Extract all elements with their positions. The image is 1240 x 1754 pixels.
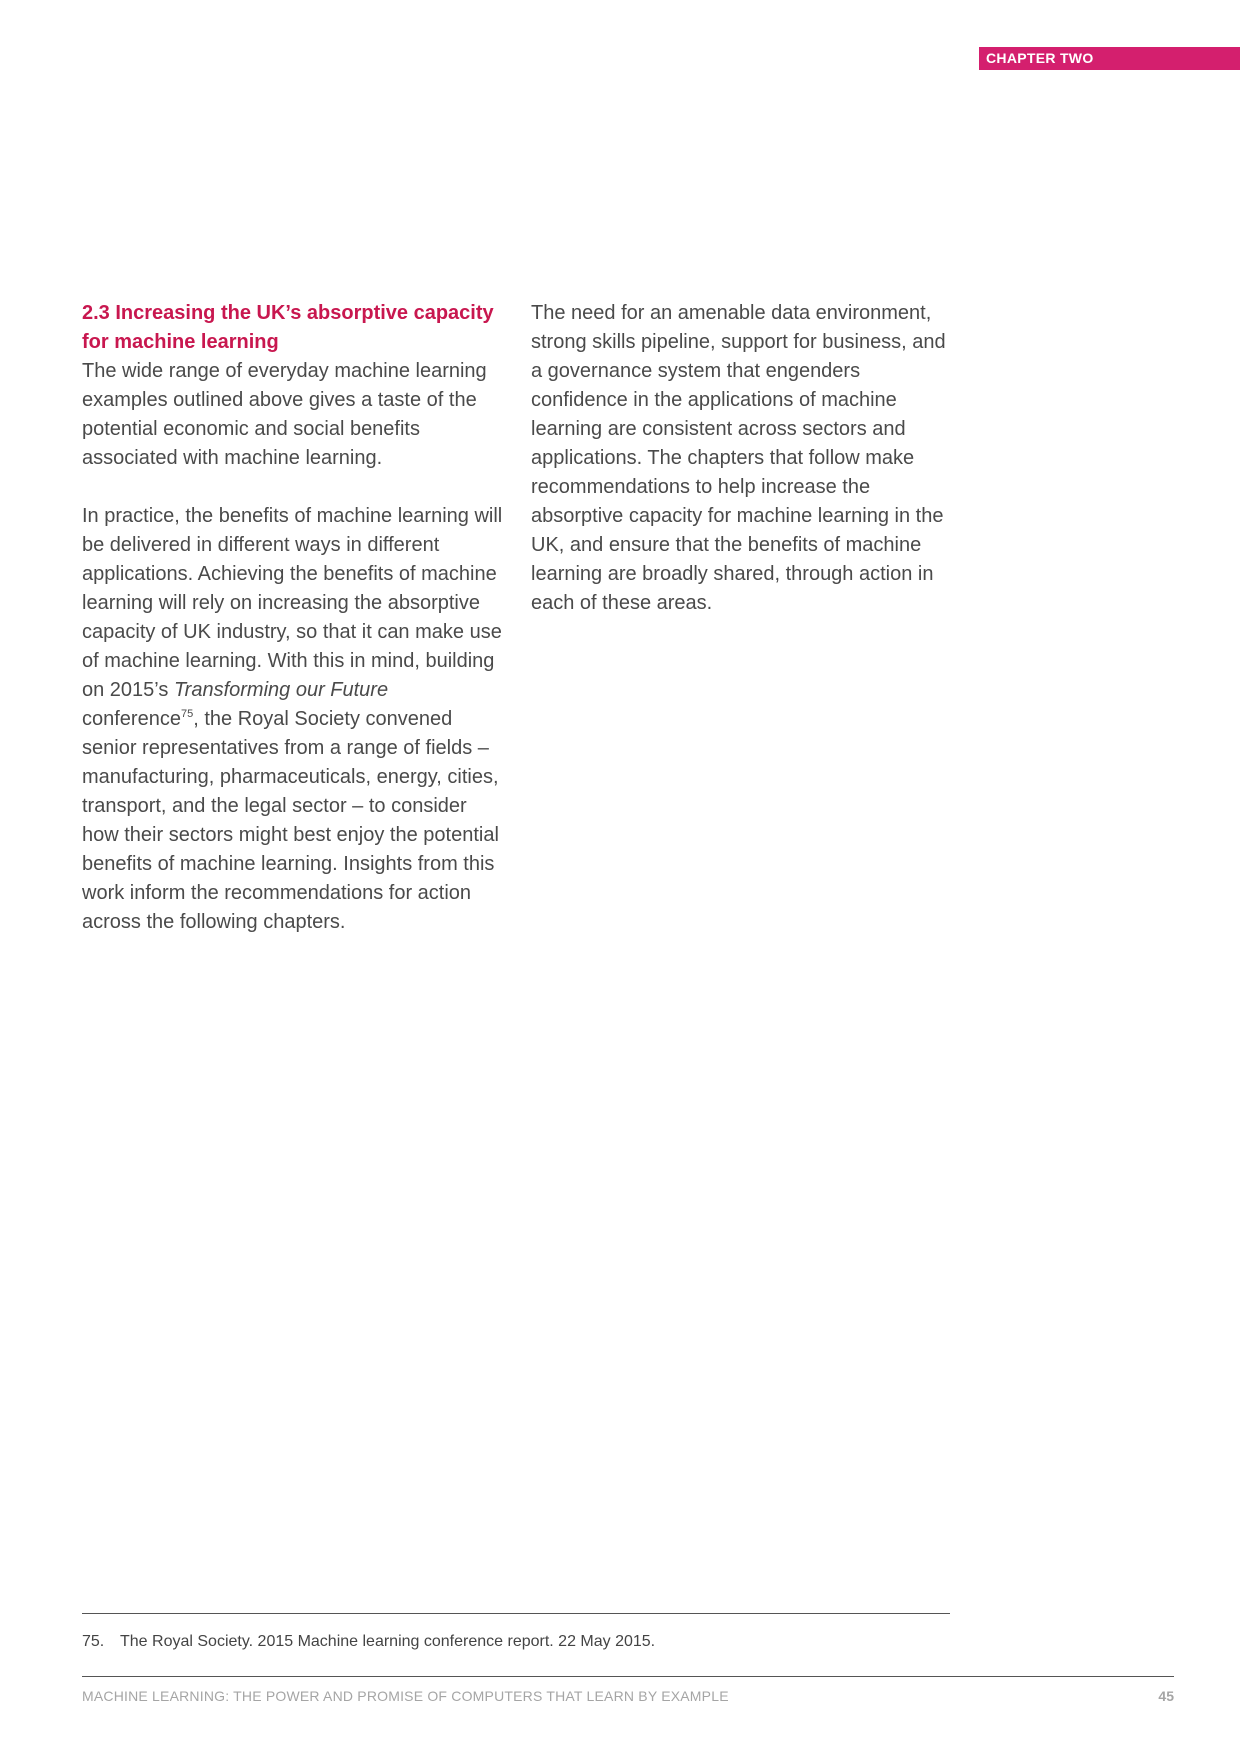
footer-divider	[82, 1676, 1174, 1677]
footnote-divider	[82, 1613, 950, 1614]
left-column	[82, 299, 507, 937]
footer-title: MACHINE LEARNING: THE POWER AND PROMISE OF COMPUTERS THAT LEARN BY EXAMPLE	[82, 1688, 729, 1704]
left-paragraph-2-part-1: In practice, the benefits of machine learning will be delivered in different ways in different applications. Achieving the benefits of machine learning will rely on increasing the absorptive capacity of UK industry, so that it can make use of machine learning. With this in mind, building on 2015’s	[82, 505, 503, 701]
page-number: 45	[1158, 1688, 1174, 1704]
conference-title: Transforming our Future	[173, 679, 389, 701]
footnote-text: The Royal Society. 2015 Machine learning conference report. 22 May 2015.	[120, 1633, 656, 1650]
right-paragraph-1: The need for an amenable data environment, strong skills pipeline, support for business, and a governance system that engenders confidence in the applications of machine learning are consistent across sectors and applications. The chapters that follow make recommendations to help increase the absorptive capacity for machine learning in the UK, and ensure that the benefits of machine learning are broadly shared, through action in each of these areas.	[531, 302, 946, 614]
footnote-number: 75.	[82, 1633, 105, 1650]
section-heading: 2.3 Increasing the UK’s absorptive capacity for machine learning	[82, 302, 494, 353]
right-column	[531, 299, 956, 618]
footnote-ref-75: 75	[180, 708, 194, 720]
left-paragraph-2-part-2: conference	[82, 708, 181, 730]
left-paragraph-2	[82, 502, 507, 937]
left-paragraph-2-part-3: , the Royal Society convened senior representatives from a range of fields – manufacturing, pharmaceuticals, energy, cities, transport, and the legal sector – to consider how their sectors might best enjoy the potential benefits of machine learning. Insights from this work inform the recommendations for action across the following chapters.	[82, 708, 499, 933]
footnote-75	[82, 1632, 655, 1652]
chapter-label: CHAPTER TWO	[979, 47, 1240, 70]
left-paragraph-1: The wide range of everyday machine learning examples outlined above gives a taste of the potential economic and social benefits associated with machine learning.	[82, 360, 487, 469]
